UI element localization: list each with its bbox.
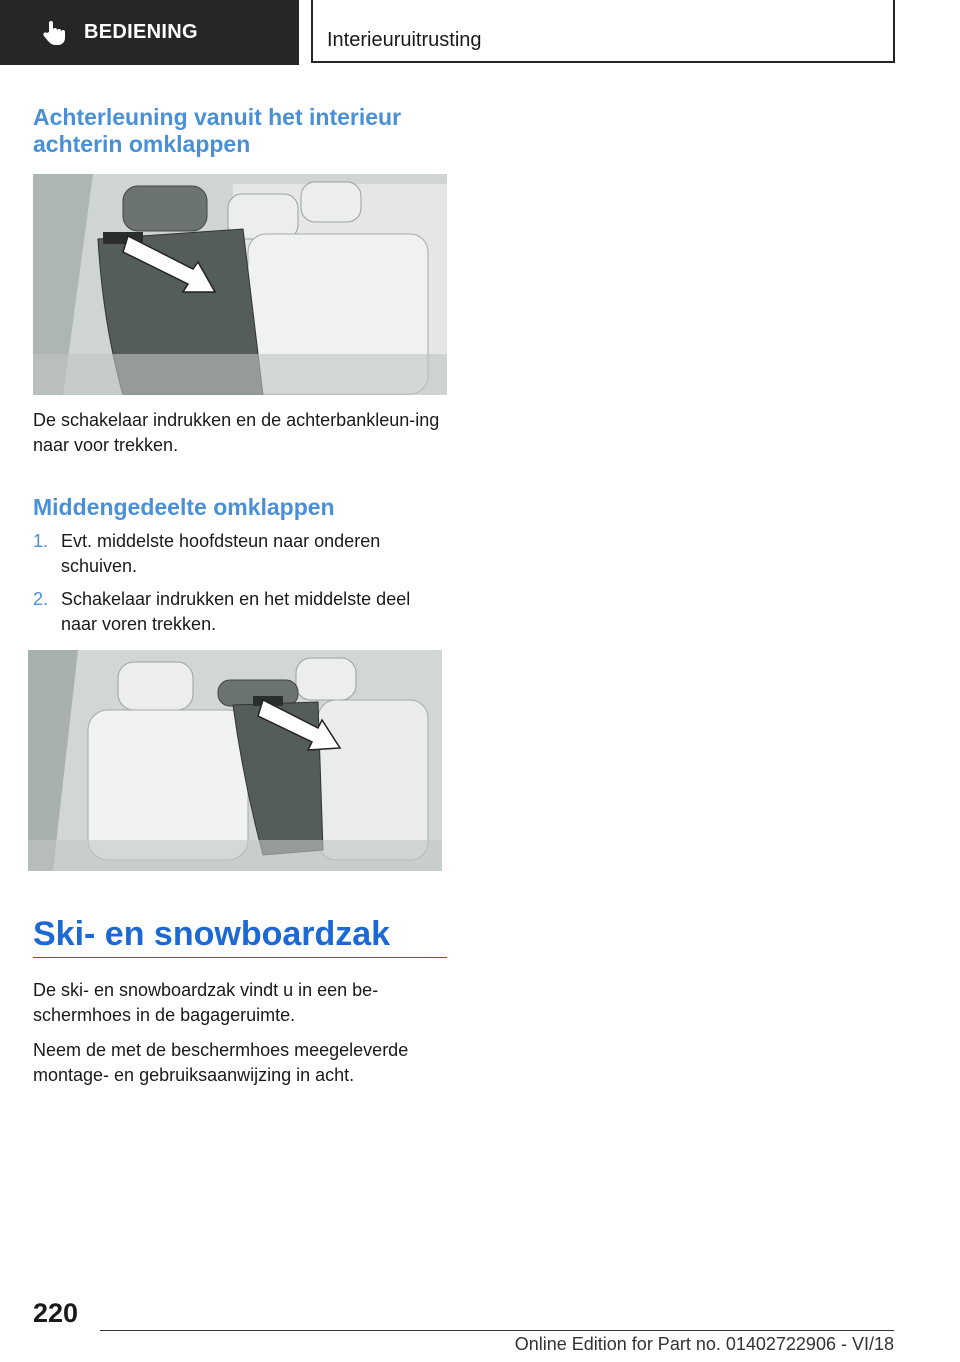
footer-edition: Online Edition for Part no. 01402722906 - VI/18 <box>514 1334 894 1354</box>
step-text: Evt. middelste hoofdsteun naar onderen schuiven. <box>61 531 381 576</box>
header-chapter-box <box>311 0 895 63</box>
list-item <box>33 587 447 637</box>
heading-rule <box>33 957 447 958</box>
step-text: Schakelaar indrukken en het middelste deel naar voren trekken. <box>61 589 411 634</box>
ski-bag-text <box>33 978 447 1088</box>
section-fold-back <box>33 104 447 158</box>
paragraph: Neem de met de beschermhoes meegeleverde montage- en gebruiksaanwijzing in acht. <box>33 1040 409 1085</box>
step-number: 1. <box>33 531 49 551</box>
fold-back-caption-block <box>33 408 447 458</box>
list-item <box>33 529 447 579</box>
section-heading: Achterleuning vanuit het interieur achterin omklappen <box>33 104 402 157</box>
section-ski-bag <box>33 914 447 954</box>
section-label: BEDIENING <box>84 21 198 43</box>
page-number: 220 <box>33 1298 79 1328</box>
step-number: 2. <box>33 589 49 609</box>
steps-list <box>33 529 447 637</box>
main-heading: Ski- en snowboardzak <box>33 915 391 953</box>
chapter-title: Interieuruitrusting <box>327 29 482 51</box>
rear-seat-illustration-1 <box>33 174 447 395</box>
section-middle <box>33 494 447 645</box>
footer-rule <box>100 1330 894 1331</box>
section-heading: Middengedeelte omklappen <box>33 494 335 520</box>
header-section-tab <box>0 0 299 65</box>
rear-seat-illustration-2 <box>28 650 442 871</box>
fold-back-caption: De schakelaar indrukken en de achterbankleun-ing naar voor trekken. <box>33 410 440 455</box>
hand-pointer-icon <box>40 19 68 47</box>
paragraph: De ski- en snowboardzak vindt u in een be-schermhoes in de bagageruimte. <box>33 980 379 1025</box>
